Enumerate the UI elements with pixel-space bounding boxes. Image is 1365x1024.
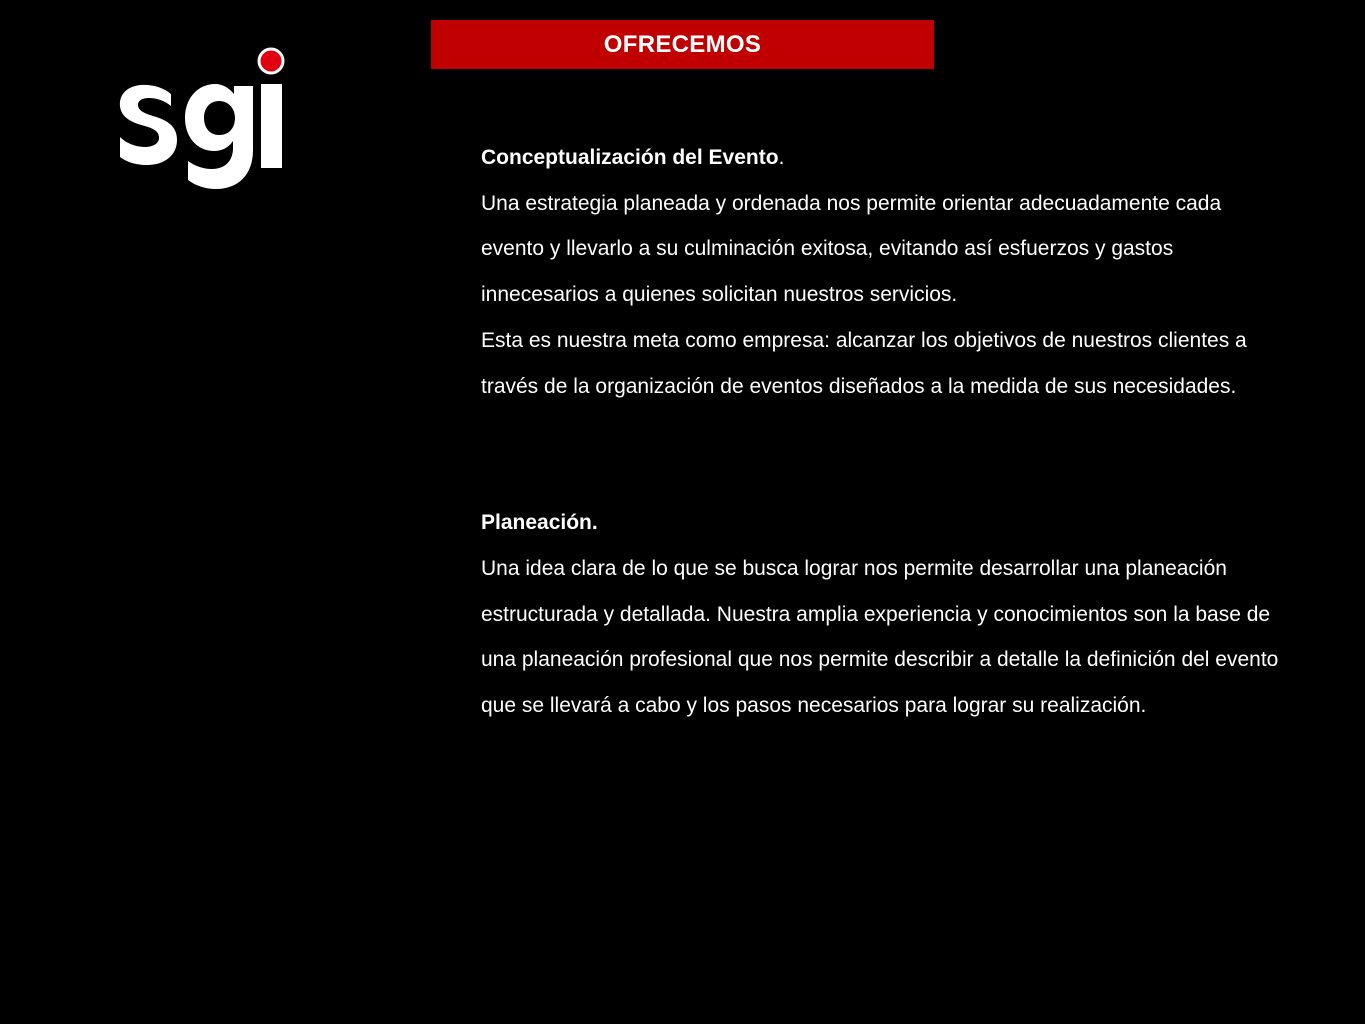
sgi-logo-graphic <box>115 44 295 204</box>
section-title-banner <box>431 20 934 69</box>
section-spacer <box>481 409 1281 500</box>
heading-text: Planeación. <box>481 511 598 535</box>
paragraph-concept-2: Esta es nuestra meta como empresa: alcanzar los objetivos de nuestros clientes a través de la organización de eventos diseñados a la medida de sus necesidades. <box>481 328 1247 398</box>
paragraph-planning-1: Una idea clara de lo que se busca lograr nos permite desarrollar una planeación estructurada y detallada. Nuestra amplia experiencia y conocimientos son la base de una planeación profesional que nos permite describir a detalle la definición del evento que se llevará a cabo y los pasos necesarios para lograr su realización. <box>481 556 1279 718</box>
sgi-logo <box>115 44 295 204</box>
offer-content <box>481 135 1281 729</box>
section-heading-planning <box>481 500 1281 546</box>
heading-suffix: . <box>778 146 785 169</box>
section-title: OFRECEMOS <box>603 30 762 58</box>
paragraph-concept-1: Una estrategia planeada y ordenada nos permite orientar adecuadamente cada evento y llevarlo a su culminación exitosa, evitando así esfuerzos y gastos innecesarios a quienes solicitan nuestros servicios. <box>481 191 1222 307</box>
heading-text: Conceptualización del Evento <box>481 146 779 169</box>
section-heading-concept <box>481 135 1281 181</box>
